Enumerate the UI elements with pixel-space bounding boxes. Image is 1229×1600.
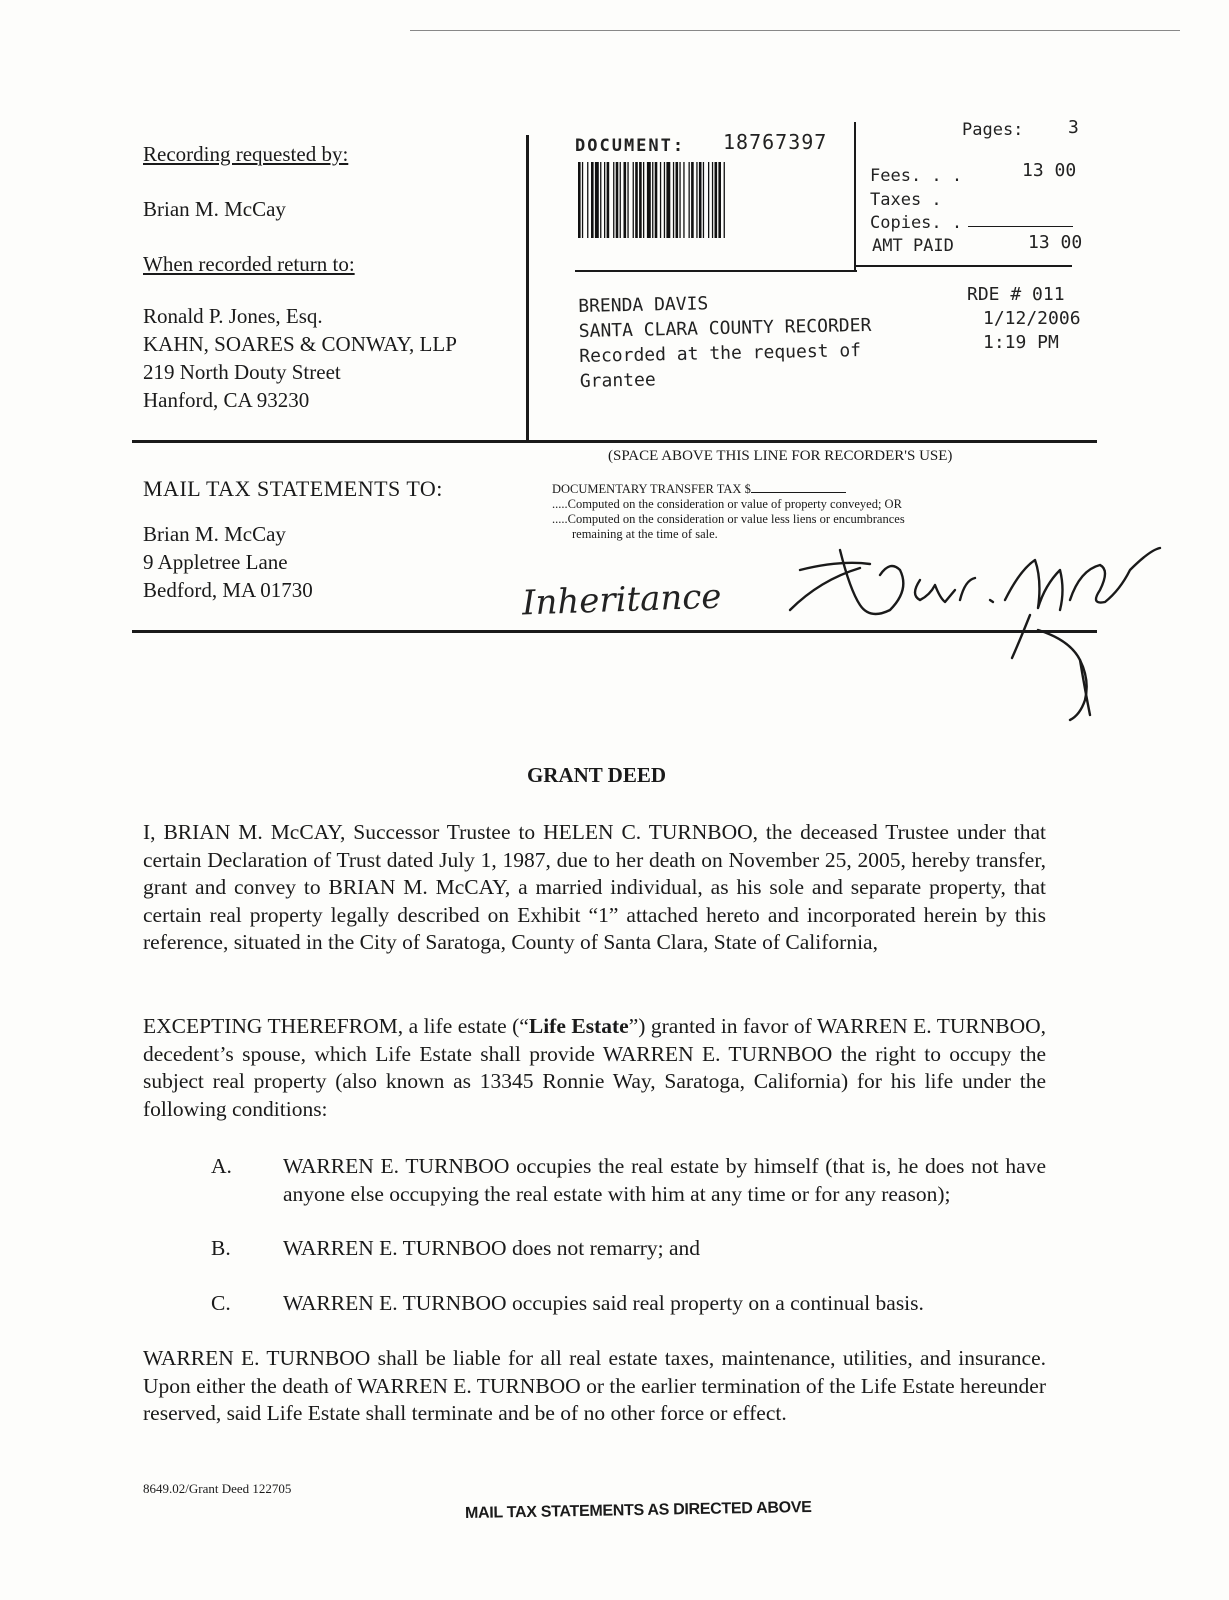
condition-label: A. xyxy=(211,1154,232,1178)
barcode-bar xyxy=(673,162,674,238)
barcode-bar xyxy=(718,162,721,238)
header-bottom-line xyxy=(132,440,1097,443)
barcode-bar xyxy=(633,162,634,238)
return-to-line: KAHN, SOARES & CONWAY, LLP xyxy=(143,332,457,356)
barcode-bar xyxy=(620,162,621,238)
condition-label: C. xyxy=(211,1291,231,1315)
barcode-bar xyxy=(696,162,697,238)
barcode-bar xyxy=(703,162,704,238)
footer-reference: 8649.02/Grant Deed 122705 xyxy=(143,1481,292,1496)
barcode-bar xyxy=(604,162,605,238)
record-time: 1:19 PM xyxy=(983,332,1059,353)
barcode-bar xyxy=(647,162,651,238)
barcode-bar xyxy=(595,162,599,238)
mail-tax-label: MAIL TAX STATEMENTS TO: xyxy=(143,476,443,501)
condition-item xyxy=(211,1290,1046,1318)
barcode-bar xyxy=(624,162,627,238)
barcode-bar xyxy=(600,162,601,238)
barcode-bar xyxy=(666,162,670,238)
life-estate-term: Life Estate xyxy=(528,1014,629,1038)
document-title: GRANT DEED xyxy=(526,763,667,787)
barcode-bar xyxy=(712,162,713,238)
barcode-bar xyxy=(591,162,594,238)
mail-tax-address xyxy=(143,520,313,604)
requested-by-name: Brian M. McCay xyxy=(143,197,286,221)
scan-artifact-line xyxy=(410,30,1180,31)
rde-number: RDE # 011 xyxy=(967,284,1065,305)
recorder-info xyxy=(578,288,873,394)
recorder-box-divider xyxy=(854,122,856,270)
condition-item xyxy=(211,1235,1046,1263)
header-divider-vertical xyxy=(526,135,529,440)
barcode-bar xyxy=(578,162,581,238)
liability-text: WARREN E. TURNBOO shall be liable for all real estate taxes, maintenance, utilities, and insurance. Upon either the death of WARREN E. TURNBOO or the earlier termination of the Life Estate hereunder reserved, said Life Estate shall terminate and be of no other force or effect. xyxy=(143,1346,1046,1425)
document-label: DOCUMENT: xyxy=(575,136,686,156)
condition-text: WARREN E. TURNBOO occupies said real property on a continual basis. xyxy=(283,1291,924,1315)
fees-value: 13 00 xyxy=(1022,160,1077,181)
barcode-bar xyxy=(724,162,725,238)
recorder-line: Recorded at the request of xyxy=(579,340,862,367)
barcode-bar xyxy=(616,162,619,238)
copies-line xyxy=(968,226,1073,227)
recorder-box-underline xyxy=(575,270,857,272)
taxes-label: Taxes . xyxy=(870,190,942,210)
barcode-bar xyxy=(660,162,661,238)
condition-item xyxy=(211,1153,1046,1208)
return-to-line: 219 North Douty Street xyxy=(143,360,341,384)
barcode-bar xyxy=(655,162,658,238)
space-above-note: (SPACE ABOVE THIS LINE FOR RECORDER'S USE) xyxy=(608,448,953,464)
barcode-bar xyxy=(613,162,614,238)
barcode-bar xyxy=(582,162,583,238)
barcode-bar xyxy=(691,162,694,238)
return-to-label: When recorded return to: xyxy=(143,252,355,276)
barcode-bar xyxy=(699,162,702,238)
barcode-bar xyxy=(635,162,638,238)
signature xyxy=(780,530,1180,750)
barcode-bar xyxy=(652,162,653,238)
grant-paragraph xyxy=(143,819,1046,957)
recording-requested-label: Recording requested by: xyxy=(143,142,349,166)
fees-label: Fees. . . xyxy=(870,166,963,186)
excepting-after: ”) granted in favor of WARREN E. TURNBOO, decedent’s spouse, which Life Estate shall provide WARREN E. TURNBOO the right to occupy the subject real property (also known as 13345 Ronnie Way, Saratoga, California) for his life under the following conditions: xyxy=(143,1014,1046,1121)
transfer-tax-line3: remaining at the time of sale. xyxy=(572,527,718,541)
transfer-tax-line1: .....Computed on the consideration or value of property conveyed; OR xyxy=(552,497,902,511)
barcode-bar xyxy=(715,162,718,238)
mail-tax-line: Bedford, MA 01730 xyxy=(143,578,313,602)
barcode xyxy=(578,162,838,240)
barcode-bar xyxy=(639,162,642,238)
barcode-bar xyxy=(708,162,709,238)
barcode-bar xyxy=(587,162,588,238)
transfer-tax-line2: .....Computed on the consideration or value less liens or encumbrances xyxy=(552,512,905,526)
amt-paid-value: 13 00 xyxy=(1028,232,1083,253)
return-to-line: Ronald P. Jones, Esq. xyxy=(143,304,323,328)
recorder-box-underline-2 xyxy=(855,265,1072,267)
condition-text: WARREN E. TURNBOO does not remarry; and xyxy=(283,1236,701,1260)
condition-text: WARREN E. TURNBOO occupies the real estate by himself (that is, he does not have anyone else occupying the real estate with him at any time or for any reason); xyxy=(283,1154,1046,1206)
recorder-line: SANTA CLARA COUNTY RECORDER xyxy=(578,314,872,342)
return-to-line: Hanford, CA 93230 xyxy=(143,388,310,412)
mail-tax-line: Brian M. McCay xyxy=(143,522,286,546)
barcode-bar xyxy=(627,162,628,238)
grant-paragraph-text: I, BRIAN M. McCAY, Successor Trustee to HELEN C. TURNBOO, the deceased Trustee under that certain Declaration of Trust dated July 1, 1987, due to her death on November 25, 2005, hereby transfer, grant and convey to BRIAN M. McCAY, a married individual, as his sole and separate property, that certain real property legally described on Exhibit “1” attached hereto and incorporated herein by this reference, situated in the City of Saratoga, County of Santa Clara, State of California, xyxy=(143,820,1046,954)
handwritten-inheritance: Inheritance xyxy=(521,576,723,624)
recorder-line: BRENDA DAVIS xyxy=(578,293,709,317)
barcode-bar xyxy=(689,162,690,238)
barcode-bar xyxy=(683,162,684,238)
mail-tax-stamp: MAIL TAX STATEMENTS AS DIRECTED ABOVE xyxy=(464,1498,812,1523)
record-date: 1/12/2006 xyxy=(983,308,1081,329)
return-to-address xyxy=(143,302,457,414)
barcode-bar xyxy=(607,162,610,238)
mail-tax-bottom-line xyxy=(132,630,1097,633)
excepting-before: EXCEPTING THEREFROM, a life estate (“ xyxy=(143,1014,529,1038)
excepting-paragraph xyxy=(143,1013,1046,1123)
transfer-tax-label: DOCUMENTARY TRANSFER TAX $ xyxy=(552,482,751,496)
pages-label: Pages: xyxy=(962,120,1024,140)
barcode-bar xyxy=(664,162,665,238)
barcode-bar xyxy=(643,162,644,238)
copies-label: Copies. . xyxy=(870,213,963,233)
pages-value: 3 xyxy=(1068,117,1079,138)
mail-tax-line: 9 Appletree Lane xyxy=(143,550,288,574)
liability-paragraph xyxy=(143,1345,1046,1428)
condition-label: B. xyxy=(211,1236,231,1260)
recorder-line: Grantee xyxy=(579,369,656,392)
barcode-bar xyxy=(679,162,680,238)
amt-paid-label: AMT PAID xyxy=(872,236,954,256)
barcode-bar xyxy=(676,162,679,238)
document-number: 18767397 xyxy=(723,130,828,154)
